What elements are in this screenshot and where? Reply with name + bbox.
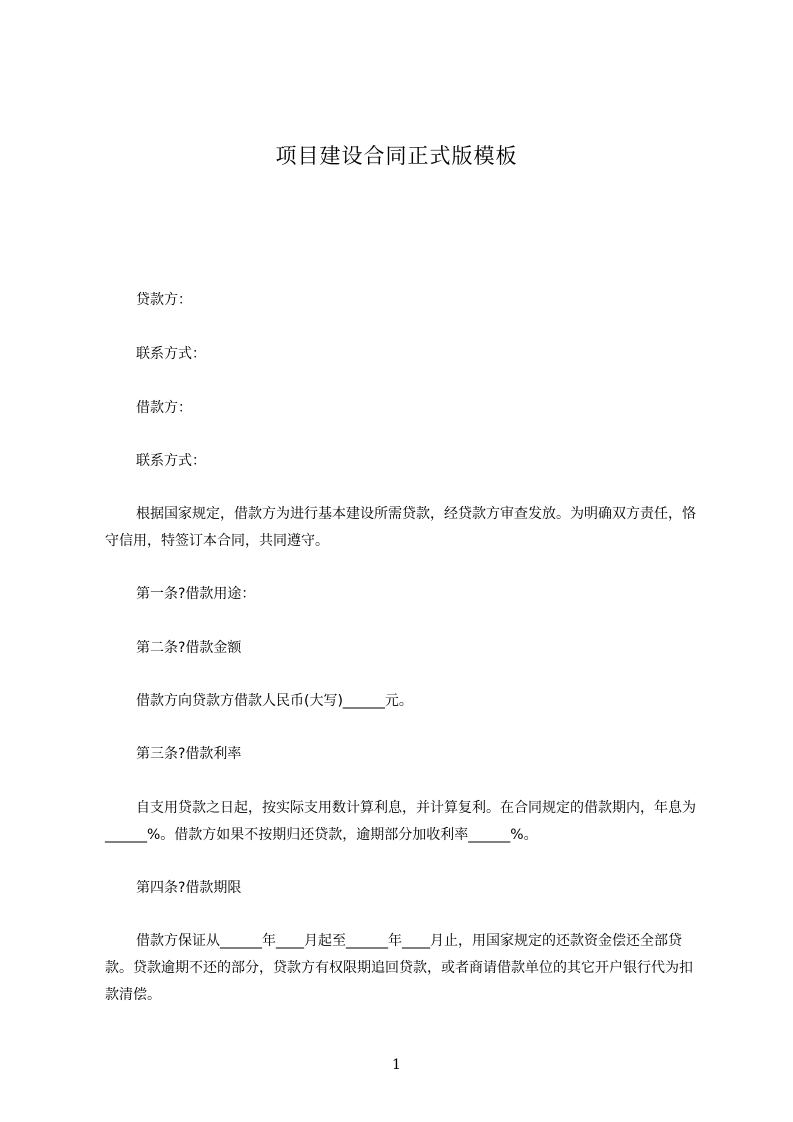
preamble-paragraph: 根据国家规定，借款方为进行基本建设所需贷款，经贷款方审查发放。为明确双方责任，恪守信用，特签订本合同，共同遵守。 [105,506,696,549]
loan-term-paragraph: 借款方保证从______年____月起至______年____月止，用国家规定的还款资金偿还全部贷款。贷款逾期不还的部分，贷款方有权限期追回贷款，或者商请借款单位的其它开户银行代为扣款清偿。 [105,933,693,1003]
loan-amount-paragraph: 借款方向贷款方借款人民币(大写)______元。 [136,693,413,709]
lender-contact-label: 联系方式： [136,346,206,362]
interest-rate-paragraph: 自支用贷款之日起，按实际支用数计算利息，并计算复利。在合同规定的借款期内，年息为______%。借款方如果不按期归还贷款，逾期部分加收利率______%。 [105,800,696,843]
article-2-heading: 第二条?借款金额 [136,640,242,656]
lender-label: 贷款方： [136,292,192,308]
page-number: 1 [392,1057,401,1073]
article-4-heading: 第四条?借款期限 [136,880,242,896]
article-3-heading: 第三条?借款利率 [136,746,242,762]
borrower-contact-label: 联系方式： [136,453,206,469]
borrower-label: 借款方： [136,400,192,416]
document-title: 项目建设合同正式版模板 [275,144,518,168]
article-1-heading: 第一条?借款用途： [136,586,256,602]
